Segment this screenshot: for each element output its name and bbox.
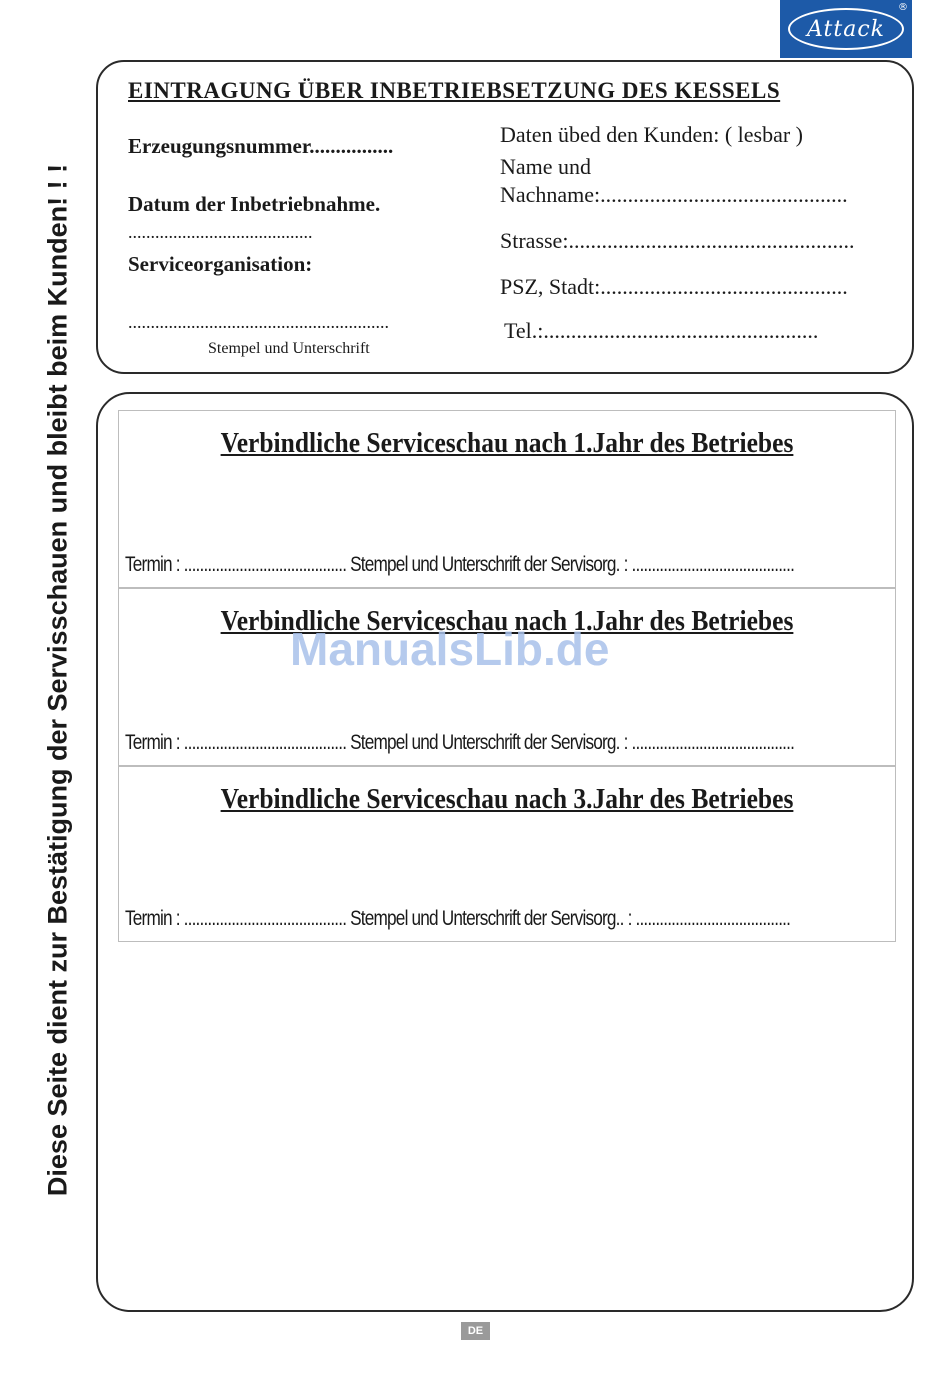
watermark: ManualsLib.de — [290, 623, 610, 675]
commissioning-date-field: Datum der Inbetriebnahme. — [128, 192, 381, 216]
commissioning-heading: EINTRAGUNG ÜBER INBETRIEBSETZUNG DES KESSELS — [128, 78, 781, 103]
customer-tel-field: Tel.:.................................................. — [504, 318, 819, 343]
stamp-signature-label: Stempel und Unterschrift — [208, 340, 370, 357]
commissioning-date-dots: ......................................... — [128, 222, 313, 242]
registered-mark: ® — [898, 2, 908, 13]
commissioning-box — [96, 60, 914, 374]
customer-city-field: PSZ, Stadt:............................................. — [500, 274, 848, 299]
serial-number-field: Erzeugungsnummer................ — [128, 134, 394, 158]
language-tag: DE — [461, 1322, 490, 1340]
service-title-3: Verbindliche Serviceschau nach 3.Jahr des Betriebes — [220, 783, 794, 815]
customer-data-header: Daten übed den Kunden: ( lesbar ) — [500, 122, 804, 147]
service-panel-3 — [118, 766, 896, 942]
logo-text: Attack — [788, 8, 904, 50]
service-panel-1 — [118, 410, 896, 588]
attack-logo — [780, 0, 912, 58]
service-line-1: Termin : ......................................... Stempel und Unterschrift der Servisorg. : ......................................... — [125, 553, 795, 576]
service-organisation-field: Serviceorganisation: — [128, 252, 313, 276]
service-line-3: Termin : ......................................... Stempel und Unterschrift der Servisorg.. : ....................................... — [125, 907, 791, 930]
customer-name-label: Name und — [500, 154, 592, 179]
customer-street-field: Strasse:.................................................... — [500, 228, 855, 253]
customer-surname-field: Nachname:............................................. — [500, 182, 848, 207]
service-inspections-box — [96, 392, 914, 1312]
side-note: Diese Seite dient zur Bestätigung der Servisschauen und bleibt beim Kunden! ! ! — [42, 163, 73, 1197]
service-panel-2 — [118, 588, 896, 766]
service-line-2: Termin : ......................................... Stempel und Unterschrift der Servisorg. : ......................................... — [125, 731, 795, 754]
service-title-2: Verbindliche Serviceschau nach 1.Jahr des Betriebes — [220, 605, 794, 637]
service-title-1: Verbindliche Serviceschau nach 1.Jahr des Betriebes — [220, 427, 794, 459]
service-organisation-dots: .......................................................... — [128, 312, 389, 332]
